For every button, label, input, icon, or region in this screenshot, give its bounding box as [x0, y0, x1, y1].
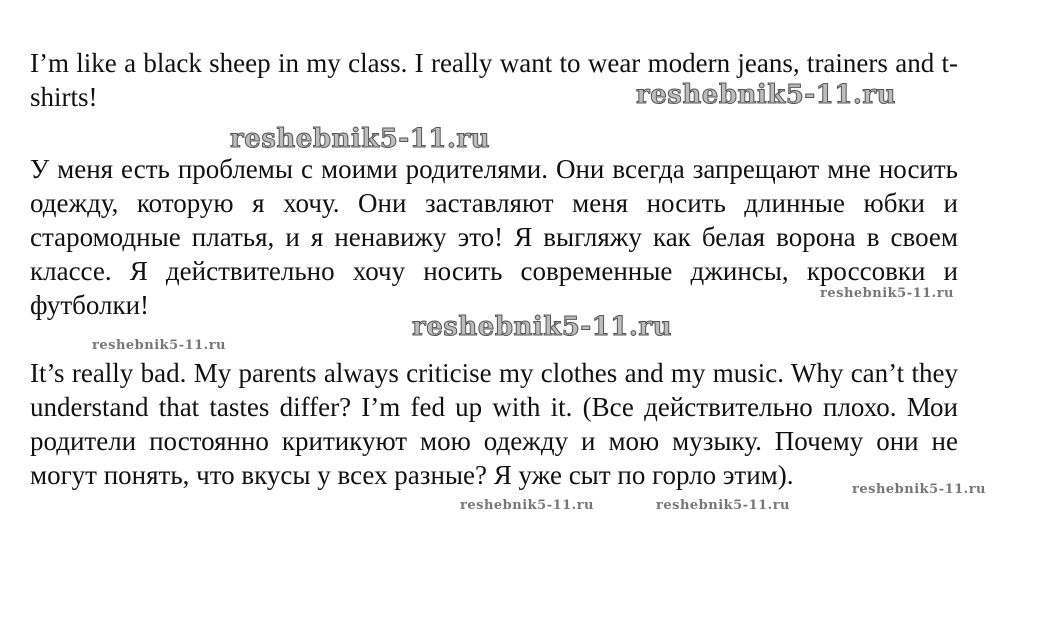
- watermark: reshebnik5-11.ru: [412, 312, 673, 342]
- watermark: reshebnik5-11.ru: [820, 286, 955, 301]
- watermark: reshebnik5-11.ru: [230, 124, 491, 154]
- watermark: reshebnik5-11.ru: [636, 80, 897, 110]
- watermark: reshebnik5-11.ru: [852, 482, 987, 497]
- paragraph-english-russian-mixed: It’s really bad. My parents always criticise my clothes and my music. Why can’t they understand that tastes differ? I’m fed up with it. (Все действительно плохо. Мои родители постоянно критикуют мою одежду и мою музыку. Почему они не могут понять, что вкусы у всех разные? Я уже сыт по горло этим).: [30, 358, 958, 490]
- paragraph-english-intro: I’m like a black sheep in my class. I really want to wear modern jeans, trainers and t-shirts!: [30, 48, 958, 112]
- watermark: reshebnik5-11.ru: [92, 338, 227, 353]
- paragraph-russian-translation: У меня есть проблемы с моими родителями. Они всегда запрещают мне носить одежду, которую я хочу. Они заставляют меня носить длинные юбки и старомодные платья, и я ненавижу это! Я выгляжу как белая ворона в своем классе. Я действительно хочу носить современные джинсы, кроссовки и футболки!: [30, 154, 958, 320]
- watermark: reshebnik5-11.ru: [460, 498, 595, 513]
- watermark: reshebnik5-11.ru: [656, 498, 791, 513]
